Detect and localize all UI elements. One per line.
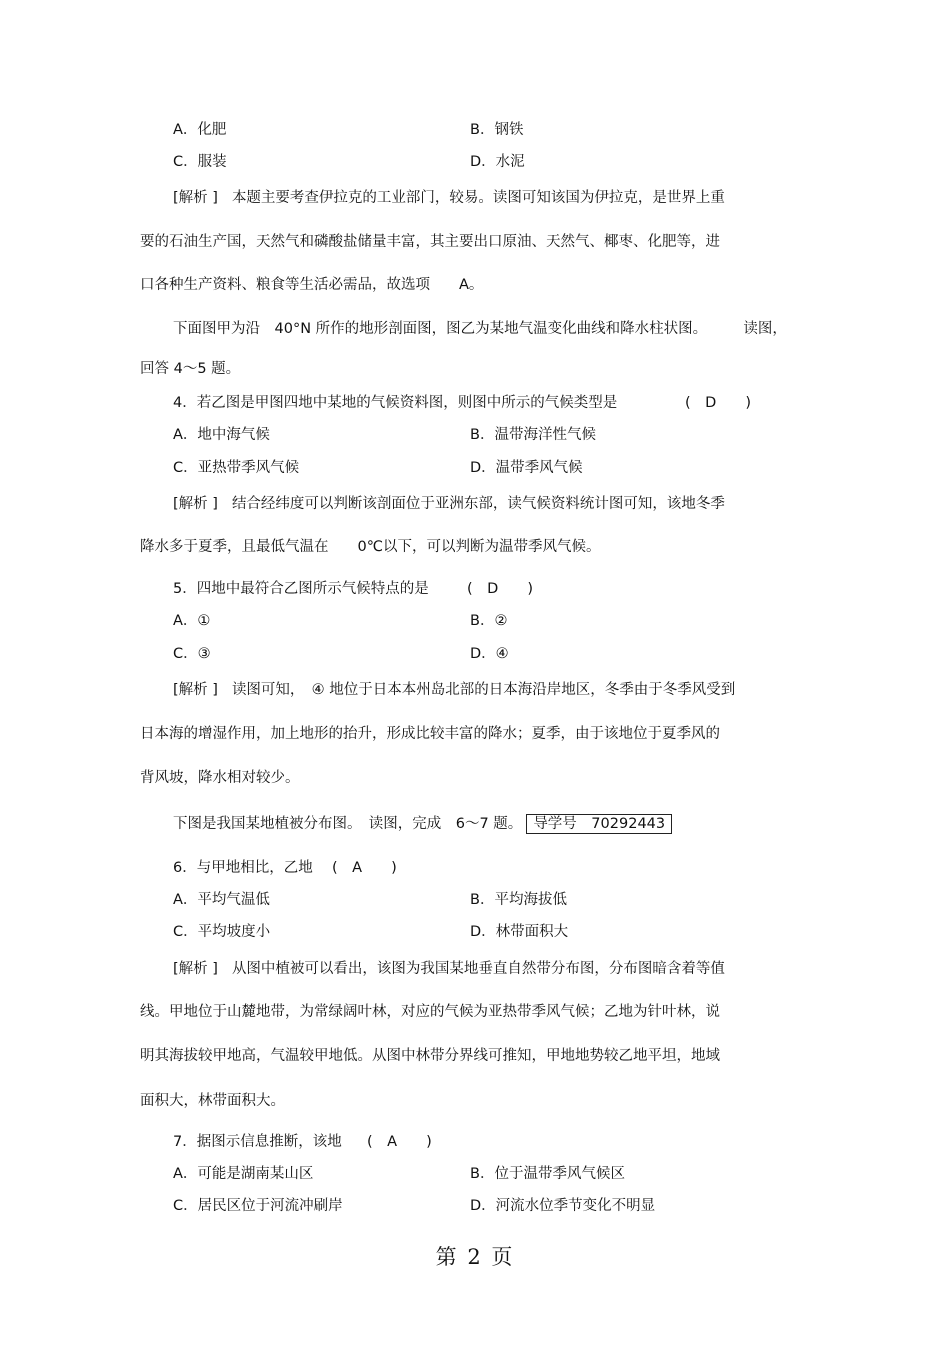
q5-option-c: C．③ [173,646,211,662]
q4-option-d: D．温带季风气候 [470,460,583,476]
q6-answer: ( A ) [332,860,397,876]
q4-analysis-line-1 [173,494,725,514]
q7-option-d: D．河流水位季节变化不明显 [470,1198,656,1214]
q3-analysis-line-2: 要的石油生产国，天然气和磷酸盐储量丰富，其主要出口原油、天然气、椰枣、化肥等，进 [140,234,720,250]
analysis-text: 从图中植被可以看出，该图为我国某地垂直自然带分布图，分布图暗含着等值 [231,961,725,977]
q3-option-c: C．服装 [173,154,227,170]
q5-answer: ( D ) [467,581,533,597]
q6-analysis-line-1 [173,959,725,979]
q3-option-d: D．水泥 [470,154,525,170]
analysis-text: 本题主要考查伊拉克的工业部门，较易。读图可知该国为伊拉克，是世界上重 [231,190,725,206]
q4-answer: ( D ) [685,395,751,411]
q4-analysis-line-2: 降水多于夏季，且最低气温在 0℃以下，可以判断为温带季风气候。 [140,539,601,555]
q6-option-b: B．平均海拔低 [470,892,567,908]
intro-67-text: 下图是我国某地植被分布图。 读图，完成 6～7 题。 [173,816,523,832]
analysis-text: 结合经纬度可以判断该剖面位于亚洲东部，读气候资料统计图可知，该地冬季 [231,496,725,512]
q5-analysis-line-1 [173,680,735,700]
q7-answer: ( A ) [367,1134,432,1150]
q5-analysis-line-3: 背风坡，降水相对较少。 [140,770,300,786]
q5-option-d: D．④ [470,646,509,662]
analysis-label: [解析 ] [173,496,218,512]
analysis-label: [解析 ] [173,190,218,206]
q5-stem: 5．四地中最符合乙图所示气候特点的是 [173,581,429,597]
analysis-text: 读图可知， ④ 地位于日本本州岛北部的日本海沿岸地区，冬季由于冬季风受到 [231,682,736,698]
q5-option-b: B．② [470,613,508,629]
q6-stem: 6．与甲地相比，乙地 [173,860,313,876]
q7-option-c: C．居民区位于河流冲刷岸 [173,1198,343,1214]
intro-45-line-1: 下面图甲为沿 40°N 所作的地形剖面图，图乙为某地气温变化曲线和降水柱状图。 读图， [173,321,787,337]
q6-option-a: A．平均气温低 [173,892,270,908]
q4-option-b: B．温带海洋性气候 [470,427,596,443]
intro-67-line [173,814,672,834]
q5-analysis-line-2: 日本海的增湿作用，加上地形的抬升，形成比较丰富的降水；夏季，由于该地位于夏季风的 [140,726,720,742]
q6-option-d: D．林带面积大 [470,924,569,940]
q4-stem: 4．若乙图是甲图四地中某地的气候资料图，则图中所示的气候类型是 [173,395,618,411]
q6-analysis-line-4: 面积大，林带面积大。 [140,1093,285,1109]
q7-stem: 7．据图示信息推断，该地 [173,1134,342,1150]
q7-option-b: B．位于温带季风气候区 [470,1166,625,1182]
analysis-label: [解析 ] [173,961,218,977]
q3-option-a: A．化肥 [173,122,227,138]
q5-option-a: A．① [173,613,211,629]
q6-analysis-line-2: 线。甲地位于山麓地带，为常绿阔叶林，对应的气候为亚热带季风气候；乙地为针叶林，说 [140,1004,720,1020]
q6-option-c: C．平均坡度小 [173,924,271,940]
page-number: 第 2 页 [435,1245,515,1269]
q6-analysis-line-3: 明其海拔较甲地高，气温较甲地低。从图中林带分界线可推知，甲地地势较乙地平坦，地域 [140,1048,720,1064]
analysis-label: [解析 ] [173,682,218,698]
q4-option-c: C．亚热带季风气候 [173,460,300,476]
q3-analysis-line-1 [173,188,725,208]
q7-option-a: A．可能是湖南某山区 [173,1166,314,1182]
q4-option-a: A．地中海气候 [173,427,270,443]
guide-number-box: 导学号 70292443 [526,814,672,834]
intro-45-line-2: 回答 4～5 题。 [140,361,241,377]
q3-analysis-line-3: 口各种生产资料、粮食等生活必需品，故选项 A。 [140,277,484,293]
q3-option-b: B．钢铁 [470,122,524,138]
